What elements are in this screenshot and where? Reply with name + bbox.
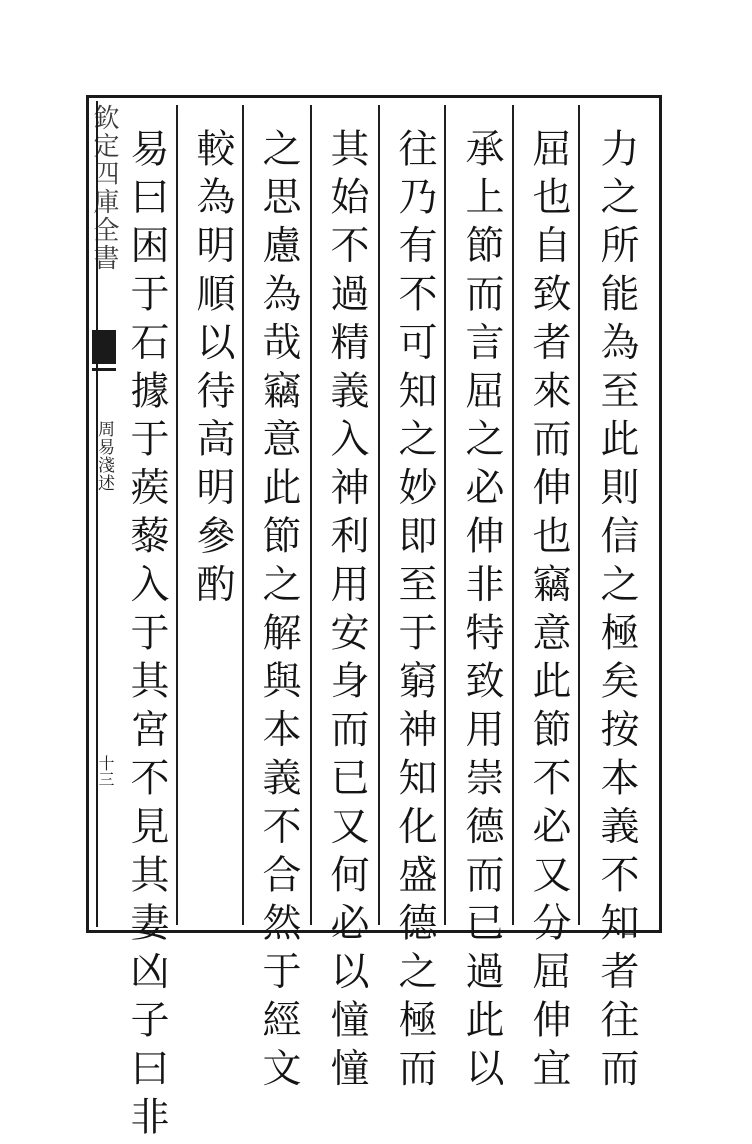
column-divider [176, 105, 178, 925]
column-divider [310, 105, 312, 925]
column-divider [444, 105, 446, 925]
text-column-2: 屈也自致者來而伸也竊意此節不必又分屈伸宜 [526, 128, 571, 1096]
text-column-7: 較為明順以待高明參酌 [190, 128, 235, 612]
column-divider [242, 105, 244, 925]
text-column-1: 力之所能為至此則信之極矣按本義不知者往而 [594, 128, 639, 1096]
column-divider [512, 105, 514, 925]
text-column-3: 承上節而言屈之必伸非特致用崇德而已過此以 [459, 128, 504, 1096]
column-divider [578, 105, 580, 925]
text-column-4: 往乃有不可知之妙即至于窮神知化盛德之極而 [392, 128, 437, 1096]
banner-title: 欽定四庫全書 [89, 104, 119, 272]
text-column-6: 之思慮為哉竊意此節之解與本義不合然于經文 [256, 128, 301, 1096]
banner-book-title: 周易淺述 [94, 420, 114, 492]
column-divider [378, 105, 380, 925]
fishtail-mark-icon [92, 330, 116, 364]
banner-folio-number: 十三 [96, 755, 115, 787]
fishtail-rule [92, 368, 116, 371]
text-column-8: 易曰困于石據于蒺藜入于其宮不見其妻凶子曰非 [124, 128, 169, 1144]
text-column-5: 其始不過精義入神利用安身而已又何必以憧憧 [324, 128, 369, 1096]
